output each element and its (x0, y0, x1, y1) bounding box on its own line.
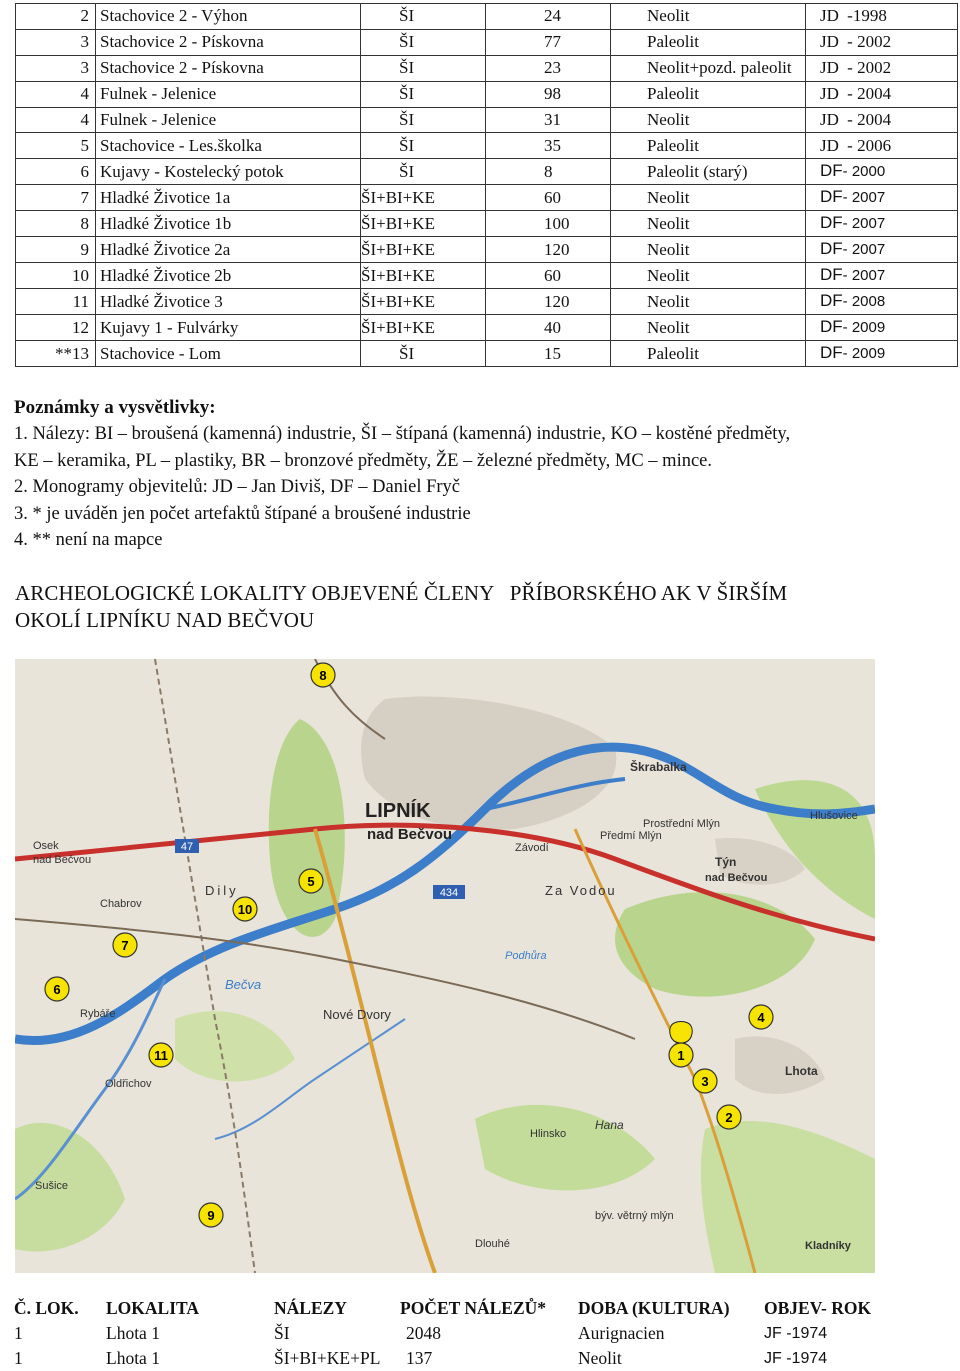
cell-no: 1 (14, 1348, 23, 1368)
cell-count: 31 (486, 107, 611, 133)
road-badge-label: 434 (439, 887, 459, 899)
place-label: Rybáře (80, 1008, 116, 1020)
table-row (16, 81, 958, 107)
place-label: Podhůra (505, 950, 547, 962)
cell-culture: Neolit (611, 263, 806, 289)
cell-number: 3 (16, 55, 96, 81)
site-marker-7 (113, 933, 137, 957)
cell-culture: Neolit (611, 4, 806, 30)
place-label: Škrabalka (630, 760, 687, 774)
place-label: Závodí (515, 842, 549, 854)
notes-title: Poznámky a vysvětlivky: (14, 397, 216, 418)
lhota-table-header (14, 1296, 914, 1321)
note-line-3: 2. Monogramy objevitelů: JD – Jan Diviš, DF – Daniel Fryč (14, 477, 461, 497)
cell-count: 35 (486, 133, 611, 159)
cell-culture: Neolit (611, 107, 806, 133)
discoverer-code: DF (820, 291, 843, 311)
cell-culture: Paleolit (611, 81, 806, 107)
svg-text:1: 1 (677, 1048, 685, 1063)
cell-site: Hladké Životice 2b (96, 263, 361, 289)
cell-number: 4 (16, 81, 96, 107)
cell-count: 137 (406, 1348, 433, 1368)
cell-finds: ŠI (361, 4, 486, 30)
cell-discoverer-year (806, 29, 958, 55)
place-label: Sušice (35, 1180, 69, 1192)
table-row (16, 237, 958, 263)
cell-finds: ŠI (361, 55, 486, 81)
svg-text:2: 2 (725, 1110, 733, 1125)
cell-count: 120 (486, 289, 611, 315)
svg-text:8: 8 (319, 668, 327, 683)
place-label: nad Bečvou (705, 872, 768, 884)
map-title-line-1: ARCHEOLOGICKÉ LOKALITY OBJEVENÉ ČLENY PŘÍBORSKÉHO AK V ŠIRŠÍM (15, 581, 788, 605)
cell-site: Hladké Životice 2a (96, 237, 361, 263)
cell-finds: ŠI+BI+KE (361, 185, 486, 211)
discovery-year: - 2007 (842, 241, 886, 259)
cell-no: 1 (14, 1323, 23, 1343)
cell-number: 12 (16, 315, 96, 341)
cell-discoverer-year (806, 237, 958, 263)
cell-number: 6 (16, 159, 96, 185)
site-marker-4 (749, 1005, 773, 1029)
discoverer-code: JD (820, 84, 839, 104)
cell-discoverer-year (806, 107, 958, 133)
place-label: Týn (715, 855, 737, 869)
col-header-year: OBJEV- ROK (764, 1298, 872, 1318)
cell-finds: ŠI (361, 341, 486, 367)
place-label: Hlinsko (530, 1128, 567, 1140)
table-row (16, 107, 958, 133)
svg-text:7: 7 (121, 938, 129, 953)
cell-number: 7 (16, 185, 96, 211)
site-marker-11 (149, 1043, 173, 1067)
svg-text:9: 9 (207, 1208, 215, 1223)
table-row (14, 1321, 914, 1346)
map-canvas (15, 659, 875, 1273)
place-label: Prostřední Mlýn (643, 818, 721, 830)
cell-discoverer-year (806, 341, 958, 367)
cell-year: JF -1974 (764, 1324, 828, 1342)
discovery-year: - 2002 (847, 58, 892, 78)
place-label: Hlušovice (810, 810, 858, 822)
cell-discoverer-year (806, 81, 958, 107)
discoverer-code: DF (820, 187, 843, 207)
sites-table (15, 3, 958, 367)
cell-site: Stachovice - Lom (96, 341, 361, 367)
cell-finds: ŠI+BI+KE (361, 315, 486, 341)
cell-culture: Aurignacien (578, 1323, 665, 1343)
col-header-no: Č. LOK. (14, 1298, 79, 1318)
place-label: Osek (33, 840, 59, 852)
cell-culture: Paleolit (611, 133, 806, 159)
cell-culture: Neolit (611, 211, 806, 237)
svg-text:10: 10 (237, 902, 253, 917)
cell-culture: Neolit (611, 185, 806, 211)
notes-section (14, 395, 949, 554)
cell-number: 10 (16, 263, 96, 289)
cell-finds: ŠI (361, 133, 486, 159)
cell-culture: Neolit (611, 237, 806, 263)
cell-number: 2 (16, 4, 96, 30)
cell-culture: Neolit (611, 289, 806, 315)
cell-count: 120 (486, 237, 611, 263)
cell-count: 2048 (406, 1323, 441, 1343)
discovery-year: - 2009 (842, 345, 886, 363)
site-marker-6 (45, 977, 69, 1001)
discoverer-code: DF (820, 265, 843, 285)
discoverer-code: JD (820, 135, 839, 155)
svg-text:6: 6 (53, 982, 61, 997)
col-header-finds: NÁLEZY (274, 1298, 347, 1318)
discovery-year: - 2004 (847, 110, 892, 129)
cell-culture: Neolit (611, 315, 806, 341)
cell-site: Lhota 1 (106, 1323, 160, 1343)
road-badge-label: 47 (180, 841, 194, 853)
cell-finds: ŠI+BI+KE+PL (274, 1348, 381, 1368)
discovery-year: - 2007 (842, 215, 886, 233)
cell-finds: ŠI+BI+KE (361, 211, 486, 237)
town-label: LIPNÍK (365, 800, 431, 822)
sites-table-body (16, 4, 958, 367)
discoverer-code: DF (820, 213, 843, 233)
map-title (15, 580, 950, 634)
lhota-table (14, 1296, 914, 1371)
place-label: Hana (595, 1118, 624, 1132)
cell-discoverer-year (806, 133, 958, 159)
discovery-year: - 2009 (842, 319, 886, 337)
table-row (16, 29, 958, 55)
cell-number: 4 (16, 107, 96, 133)
discovery-year: - 2002 (847, 32, 892, 52)
svg-text:5: 5 (307, 874, 315, 889)
cell-discoverer-year (806, 55, 958, 81)
cell-count: 23 (486, 55, 611, 81)
site-marker-2 (717, 1105, 741, 1129)
cell-culture: Paleolit (611, 341, 806, 367)
cell-number: 9 (16, 237, 96, 263)
discoverer-code: DF (820, 317, 843, 337)
cell-finds: ŠI (274, 1323, 290, 1343)
cell-discoverer-year (806, 263, 958, 289)
place-label: Předmí Mlýn (600, 830, 662, 842)
cell-site: Kujavy 1 - Fulvárky (96, 315, 361, 341)
table-row (16, 55, 958, 81)
table-row (16, 341, 958, 367)
col-header-count: POČET NÁLEZŮ* (400, 1298, 547, 1318)
cell-finds: ŠI+BI+KE (361, 289, 486, 315)
cell-number: 5 (16, 133, 96, 159)
note-line-5: 4. ** není na mapce (14, 530, 163, 550)
place-label: Lhota (785, 1064, 818, 1078)
svg-text:11: 11 (154, 1048, 168, 1063)
cell-count: 40 (486, 315, 611, 341)
cell-count: 60 (486, 263, 611, 289)
place-label: Bečva (225, 977, 262, 992)
site-marker-9 (199, 1203, 223, 1227)
note-line-2: KE – keramika, PL – plastiky, BR – bronzové předměty, ŽE – železné předměty, MC – mince. (14, 450, 713, 471)
discoverer-code: DF (820, 343, 843, 363)
table-row (16, 159, 958, 185)
discoverer-code: JD (820, 32, 839, 52)
cell-count: 24 (486, 4, 611, 30)
cell-finds: ŠI+BI+KE (361, 263, 486, 289)
svg-text:3: 3 (701, 1074, 709, 1089)
col-header-culture: DOBA (KULTURA) (578, 1298, 730, 1318)
cell-site: Kujavy - Kostelecký potok (96, 159, 361, 185)
discoverer-code: JD (820, 58, 839, 78)
table-row (16, 185, 958, 211)
location-map (15, 659, 875, 1273)
place-label: Chabrov (100, 898, 142, 910)
discovery-year: - 2004 (847, 84, 892, 104)
cell-culture: Paleolit (starý) (611, 159, 806, 185)
cell-site: Stachovice 2 - Pískovna (96, 29, 361, 55)
town-label-sub: nad Bečvou (367, 826, 453, 843)
discovery-year: - 2007 (842, 189, 886, 207)
place-label: Za Vodou (545, 883, 617, 898)
cell-number: 8 (16, 211, 96, 237)
cell-discoverer-year (806, 159, 958, 185)
cell-site: Hladké Životice 1a (96, 185, 361, 211)
cell-finds: ŠI (361, 107, 486, 133)
cell-count: 8 (486, 159, 611, 185)
col-header-site: LOKALITA (106, 1298, 200, 1318)
table-row (16, 263, 958, 289)
cell-count: 60 (486, 185, 611, 211)
cell-culture: Neolit (578, 1348, 622, 1368)
cell-discoverer-year (806, 315, 958, 341)
place-label: Nové Dvory (323, 1007, 391, 1022)
discovery-year: -1998 (847, 6, 887, 26)
lhota-table-body (14, 1321, 914, 1371)
discoverer-code: JD (820, 6, 839, 26)
svg-text:4: 4 (757, 1010, 765, 1025)
cell-culture: Neolit+pozd. paleolit (611, 55, 806, 81)
discovery-year: - 2008 (842, 293, 886, 311)
cell-site: Stachovice 2 - Výhon (96, 4, 361, 30)
cell-discoverer-year (806, 211, 958, 237)
cell-culture: Paleolit (611, 29, 806, 55)
table-row (14, 1346, 914, 1371)
site-marker-8 (311, 663, 335, 687)
cell-number: **13 (16, 341, 96, 367)
cell-site: Stachovice - Les.školka (96, 133, 361, 159)
place-label: Oldřichov (105, 1078, 152, 1090)
cell-site: Fulnek - Jelenice (96, 107, 361, 133)
table-row (16, 211, 958, 237)
discovery-year: - 2006 (847, 135, 892, 155)
cell-finds: ŠI (361, 81, 486, 107)
discoverer-code: DF (820, 161, 843, 181)
place-label: býv. větrný mlýn (595, 1210, 674, 1222)
cell-site: Fulnek - Jelenice (96, 81, 361, 107)
note-line-4: 3. * je uváděn jen počet artefaktů štípané a broušené industrie (14, 503, 471, 524)
cell-site: Hladké Životice 1b (96, 211, 361, 237)
cell-site: Lhota 1 (106, 1348, 160, 1368)
table-row (16, 315, 958, 341)
cell-number: 3 (16, 29, 96, 55)
cell-year: JF -1974 (764, 1349, 828, 1367)
place-label: Dily (205, 883, 239, 898)
map-title-line-2: OKOLÍ LIPNÍKU NAD BEČVOU (15, 608, 315, 632)
table-row (16, 4, 958, 30)
place-label: Dlouhé (475, 1238, 510, 1250)
site-marker-10 (233, 897, 257, 921)
discoverer-code: JD (820, 110, 839, 129)
discovery-year: - 2000 (842, 163, 886, 181)
table-row (16, 133, 958, 159)
cell-count: 77 (486, 29, 611, 55)
cell-discoverer-year (806, 4, 958, 30)
cell-count: 100 (486, 211, 611, 237)
cell-site: Hladké Životice 3 (96, 289, 361, 315)
cell-count: 98 (486, 81, 611, 107)
site-marker-3 (693, 1069, 717, 1093)
cell-number: 11 (16, 289, 96, 315)
cell-count: 15 (486, 341, 611, 367)
cell-finds: ŠI (361, 29, 486, 55)
cell-discoverer-year (806, 185, 958, 211)
cell-discoverer-year (806, 289, 958, 315)
cell-finds: ŠI (361, 159, 486, 185)
place-label: Kladníky (805, 1240, 851, 1252)
place-label: nad Bečvou (33, 854, 92, 866)
discovery-year: - 2007 (842, 267, 886, 285)
site-marker-5 (299, 869, 323, 893)
discoverer-code: DF (820, 239, 843, 259)
note-line-1: 1. Nálezy: BI – broušená (kamenná) industrie, ŠI – štípaná (kamenná) industrie, KO – kostěné předměty, (14, 424, 791, 444)
cell-site: Stachovice 2 - Pískovna (96, 55, 361, 81)
table-row (16, 289, 958, 315)
cell-finds: ŠI+BI+KE (361, 237, 486, 263)
